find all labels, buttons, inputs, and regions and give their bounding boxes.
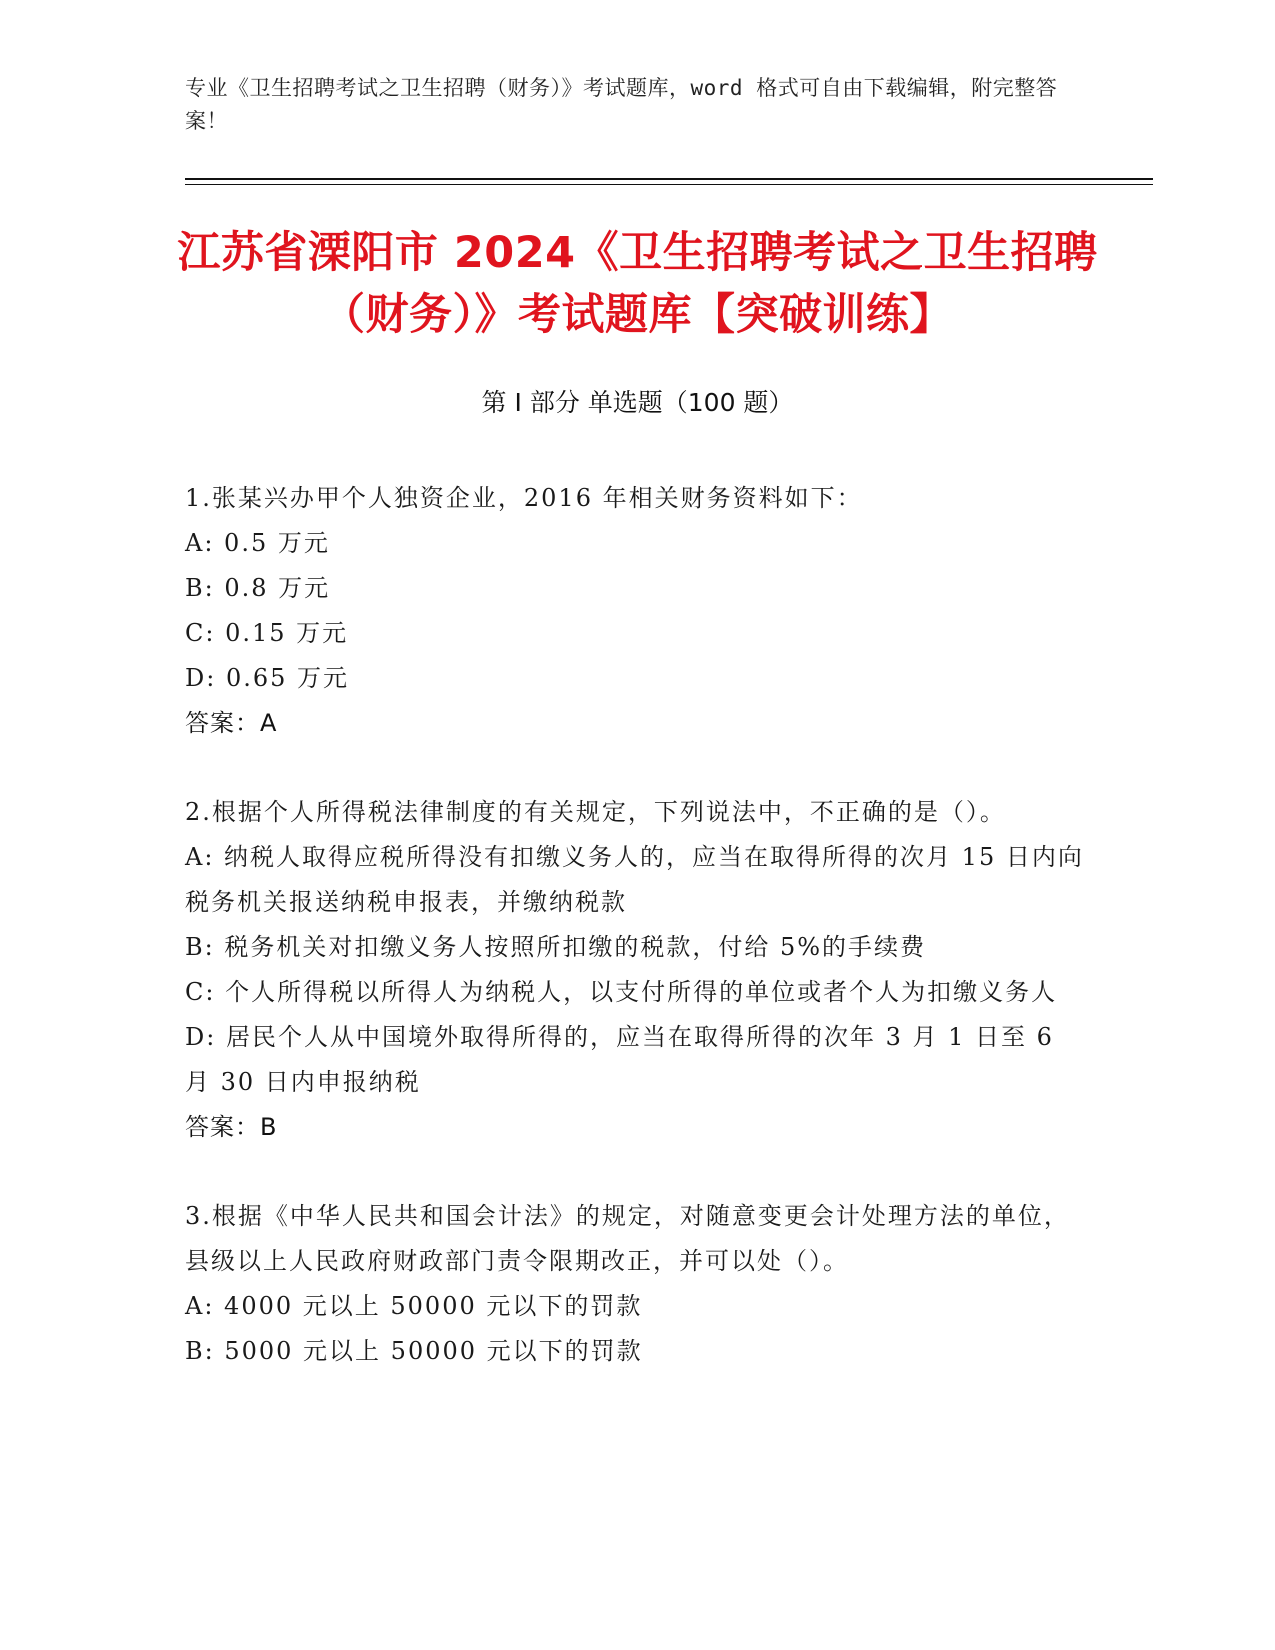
- option-b: B: 0.8 万元: [185, 574, 331, 602]
- question-2: [185, 790, 1085, 1150]
- header-divider: [185, 178, 1153, 180]
- option-c: C: 0.15 万元: [185, 619, 349, 647]
- option-c: C: 个人所得税以所得人为纳税人，以支付所得的单位或者个人为扣缴义务人: [185, 978, 1058, 1006]
- question-stem: 1.张某兴办甲个人独资企业，2016 年相关财务资料如下：: [185, 484, 863, 512]
- answer: 答案：B: [185, 1113, 278, 1141]
- document-title: 江苏省溧阳市 2024《卫生招聘考试之卫生招聘（财务）》考试题库【突破训练】: [177, 228, 1098, 340]
- answer: 答案：A: [185, 709, 278, 737]
- question-1: [185, 476, 1085, 746]
- question-stem: 2.根据个人所得税法律制度的有关规定，下列说法中，不正确的是（）。: [185, 798, 1006, 826]
- option-a: A: 纳税人取得应税所得没有扣缴义务人的，应当在取得所得的次月 15 日内向税务机关报送纳税申报表，并缴纳税款: [185, 843, 1084, 916]
- option-d: D: 0.65 万元: [185, 664, 350, 692]
- option-b: B: 税务机关对扣缴义务人按照所扣缴的税款，付给 5%的手续费: [185, 933, 927, 961]
- option-a: A: 4000 元以上 50000 元以下的罚款: [185, 1292, 643, 1320]
- question-list: [185, 476, 1085, 1418]
- section-title: 第 I 部分 单选题（100 题）: [481, 388, 794, 417]
- header-divider-thin: [185, 184, 1153, 185]
- question-stem: 3.根据《中华人民共和国会计法》的规定，对随意变更会计处理方法的单位，县级以上人民政府财政部门责令限期改正，并可以处（）。: [185, 1202, 1070, 1275]
- option-a: A: 0.5 万元: [185, 529, 330, 557]
- option-b: B: 5000 元以上 50000 元以下的罚款: [185, 1337, 643, 1365]
- option-d: D: 居民个人从中国境外取得所得的，应当在取得所得的次年 3 月 1 日至 6 月 30 日内申报纳税: [185, 1023, 1054, 1096]
- header-note: 专业《卫生招聘考试之卫生招聘（财务）》考试题库，word 格式可自由下载编辑，附完整答案！: [185, 76, 1058, 133]
- question-3: [185, 1194, 1085, 1374]
